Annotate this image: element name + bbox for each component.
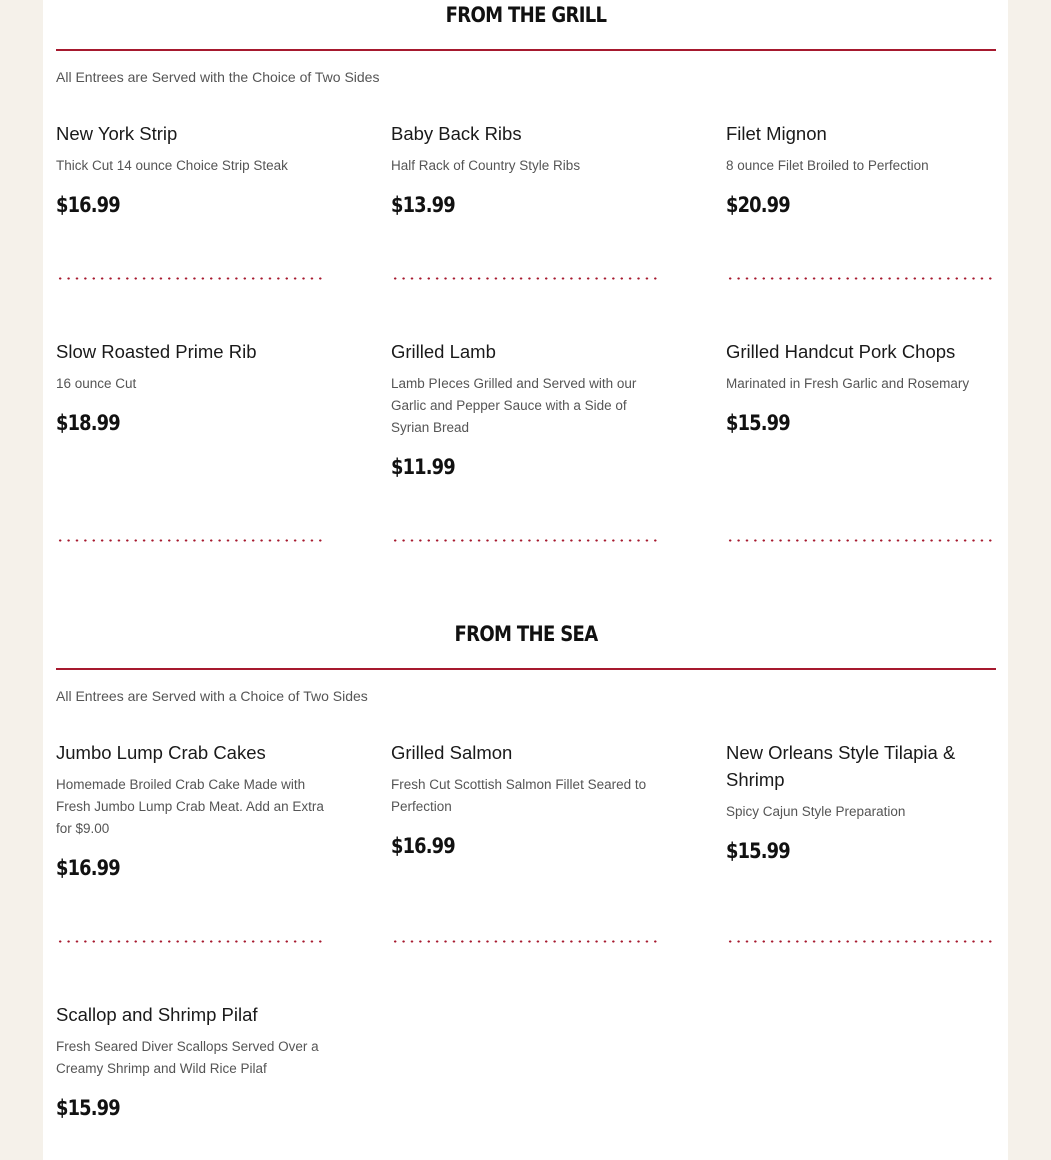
item-description: Homemade Broiled Crab Cake Made with Fresh Jumbo Lump Crab Meat. Add an Extra for $9.00: [56, 777, 324, 836]
item-description: 8 ounce Filet Broiled to Perfection: [726, 158, 929, 173]
section-title: FROM THE SEA: [454, 622, 598, 646]
item-description: Spicy Cajun Style Preparation: [726, 804, 906, 819]
dotted-divider: [56, 539, 326, 542]
menu-item: [726, 338, 996, 435]
item-name: New Orleans Style Tilapia & Shrimp: [726, 742, 956, 790]
section-title: FROM THE GRILL: [445, 3, 607, 27]
menu-item: [56, 1001, 326, 1120]
item-name: Filet Mignon: [726, 123, 827, 144]
dotted-divider: [56, 940, 326, 943]
item-price: $11.99: [391, 455, 455, 479]
item-name: Grilled Salmon: [391, 742, 513, 763]
item-description: Half Rack of Country Style Ribs: [391, 158, 581, 173]
item-description: Fresh Cut Scottish Salmon Fillet Seared to Perfection: [391, 777, 647, 814]
item-name: Slow Roasted Prime Rib: [56, 341, 257, 362]
item-name: Jumbo Lump Crab Cakes: [56, 742, 266, 763]
item-price: $16.99: [56, 856, 120, 880]
item-price: $15.99: [56, 1096, 120, 1120]
section-divider: [56, 668, 996, 670]
item-price: $16.99: [391, 834, 455, 858]
dotted-divider: [726, 539, 996, 542]
item-name: New York Strip: [56, 123, 178, 144]
menu-item: [391, 739, 661, 858]
dotted-divider: [391, 940, 661, 943]
menu-item: [56, 120, 326, 217]
item-name: Baby Back Ribs: [391, 123, 522, 144]
item-description: 16 ounce Cut: [56, 376, 137, 391]
item-name: Scallop and Shrimp Pilaf: [56, 1004, 258, 1025]
menu-item: [391, 120, 661, 217]
dotted-divider: [56, 277, 326, 280]
item-price: $20.99: [726, 193, 790, 217]
dotted-divider: [726, 277, 996, 280]
menu-item: [391, 338, 661, 479]
item-description: Marinated in Fresh Garlic and Rosemary: [726, 376, 970, 391]
item-price: $15.99: [726, 839, 790, 863]
item-price: $18.99: [56, 411, 120, 435]
item-description: Lamb PIeces Grilled and Served with our Garlic and Pepper Sauce with a Side of Syrian Bread: [391, 376, 637, 435]
item-description: Thick Cut 14 ounce Choice Strip Steak: [56, 158, 288, 173]
item-name: Grilled Handcut Pork Chops: [726, 341, 956, 362]
section-divider: [56, 49, 996, 51]
dotted-divider: [391, 277, 661, 280]
section-subtitle: All Entrees are Served with a Choice of Two Sides: [56, 688, 368, 704]
menu-page: [43, 0, 1008, 1160]
section-subtitle: All Entrees are Served with the Choice of Two Sides: [56, 69, 380, 85]
menu-item: [726, 739, 996, 863]
dotted-divider: [726, 940, 996, 943]
item-price: $15.99: [726, 411, 790, 435]
item-price: $16.99: [56, 193, 120, 217]
item-price: $13.99: [391, 193, 455, 217]
menu-item: [56, 338, 326, 435]
menu-item: [56, 739, 326, 880]
dotted-divider: [391, 539, 661, 542]
item-name: Grilled Lamb: [391, 341, 496, 362]
item-description: Fresh Seared Diver Scallops Served Over a Creamy Shrimp and Wild Rice Pilaf: [56, 1039, 319, 1076]
menu-item: [726, 120, 996, 217]
